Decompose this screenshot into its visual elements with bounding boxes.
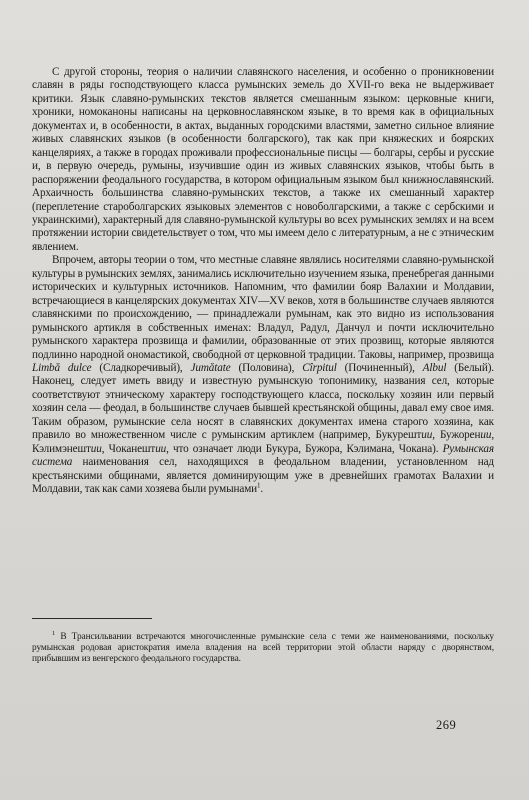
footnote-reference: 1 [257,481,261,490]
paragraph [32,66,494,254]
italic-run: ии [155,442,167,455]
italic-run: ии [480,429,492,442]
text-run: (Половина), [230,361,303,374]
footnote-marker: 1 [52,629,56,637]
text-run: наименования сел, находящихся в феодальном владении, установленном над крестьянскими общинами, является доминирующим уже в древнейших грамотах Валахии и Молдавии, так как сами хозяева были румынами [32,456,494,496]
italic-run: ии [421,429,433,442]
italic-run: Limbă dulce [32,361,92,374]
text-run: (Сладкоречивый), [91,361,191,374]
text-run: , Бужорен [432,429,481,442]
footnote [32,629,494,666]
text-run: (Починенный), [336,361,423,374]
text-run: С другой стороны, теория о наличии славянского населения, и особенно о проникновении славян в ряды господствующего класса румынских земель до XVII-го века не выдерживает критики. Язык славяно-румынских текстов является смешанным языком: церковные книги, хроники, номоканоны написаны на церковнославянском языке, в то время как в официальных документах и, в особенности, в актах, выданных городскими властями, заметно сильное влияние живых славянских языков (в особенности болгарского), так как при княжеских и боярских канцеляриях, а также в городах проживали профессиональные писцы — болгары, сербы и русские и, в первую очередь, румыны, изучившие один из живых славянских языков, чтобы быть в распоряжении феодального государства, в котором официальным языком был книжнославянский. Архаичность большинства славяно-румынских текстов, а также их смешанный характер (переплетение староболгарских языковых элементов с новоболгарскими, а также с сербскими и украинскими), характерный для славяно-румынской культуры во всех румынских землях и на всем протяжении истории свидетельствует о том, что мы имеем дело с литературным, а не с этническим явлением. [32,66,494,253]
text-run: , Кэлимэнешт [32,429,494,455]
text-run: . [260,483,264,496]
footnote-divider [32,618,152,619]
italic-run: Румынская система [32,442,494,469]
italic-run: Jumătate [190,361,231,374]
italic-run: Cîrpitul [302,361,337,374]
page-number: 269 [436,718,457,732]
italic-run: ии [90,442,102,455]
text-run: (Белый). Наконец, следует иметь ввиду и известную румынскую топонимику, названия сел, которые соответствуют этническому характеру господствующего класса, поскольку хозяин или первый хозяин села — феодал, в большинстве случаев бывшей крестьянской общины, давал ему свое имя. Таким образом, румынские села носят в славянских документах имена старого хозяина, как правило во множественном числе с румынским артиклем (например, Букурешт [32,361,494,442]
italic-run: Albul [422,361,447,374]
paragraph [32,254,494,496]
text-run: , что означает люди Букура, Бужора, Кэлимана, Чокана). [166,442,443,455]
footnote-text: В Трансильвании встречаются многочисленные румынские села с теми же наименованиями, поскольку румынская родовая аристократия имела владения на всей территории этой области наряду с дворянством, прибывшим из венгерского феодального государства. [32,632,494,665]
text-run: , Чоканешт [101,442,156,455]
text-run: Впрочем, авторы теории о том, что местные славяне являлись носителями славяно-румынской культуры в румынских землях, занимались исключительно изучением языка, пренебрегая данными исторических и культурных источников. Напомним, что фамилии бояр Валахии и Молдавии, встречающиеся в канцелярских документах XIV—XV веков, хотя в большинстве случаев являются славянскими по происхождению, — принадлежали румынам, как это видно из использования румынского артикля в собственных именах: Владул, Радул, Данчул и почти исключительно румынского характера прозвища и фамилии, образованные от этих прозвищ, которые являются подлинно народной ономастикой, свободной от церковной традиции. Таковы, например, прозвища [32,254,494,361]
main-text [32,66,494,497]
